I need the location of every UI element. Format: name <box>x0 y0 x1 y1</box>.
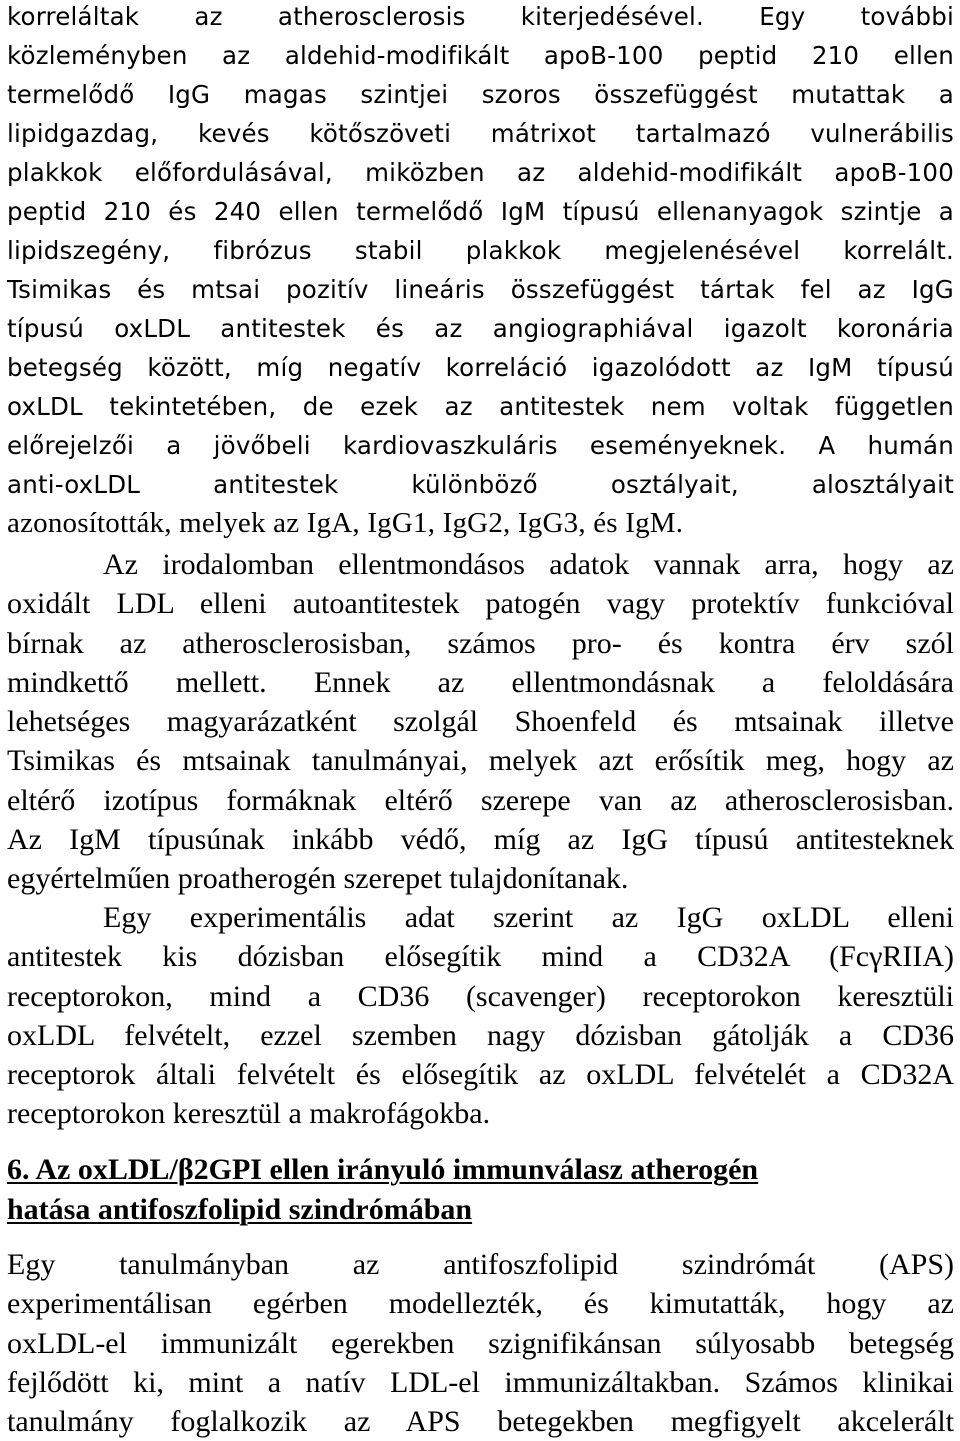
text-line: oxLDL tekintetében, de ezek az antitestek nem voltak független <box>7 392 954 421</box>
text-line: peptid 210 és 240 ellen termelődő IgM típusú ellenanyagok szintje a <box>7 197 954 226</box>
heading-line: 6. Az oxLDL/β2GPI ellen irányuló immunválasz atherogén <box>7 1153 759 1186</box>
text-line: korreláltak az atherosclerosis kiterjedésével. Egy további <box>7 2 954 31</box>
text-line: lehetséges magyarázatként szolgál Shoenfeld és mtsainak illetve <box>7 705 954 739</box>
paragraph-aps-study <box>7 1245 954 1441</box>
text-line: experimentálisan egérben modellezték, és kimutatták, hogy az <box>7 1287 954 1321</box>
text-line: Az irodalomban ellentmondásos adatok vannak arra, hogy az <box>103 548 954 581</box>
text-line: eltérő izotípus formáknak eltérő szerepe van az atherosclerosisban. <box>7 783 954 817</box>
text-line: Egy tanulmányban az antifoszfolipid szindrómát (APS) <box>7 1248 954 1281</box>
text-line: anti-oxLDL antitestek különböző osztályait, alosztályait <box>7 470 954 499</box>
text-line: lipidgazdag, kevés kötőszöveti mátrixot tartalmazó vulnerábilis <box>7 119 954 148</box>
text-line: fejlődött ki, mint a natív LDL-el immunizáltakban. Számos klinikai <box>7 1365 954 1399</box>
paragraph-literature-contradictions <box>7 545 954 899</box>
text-line: oxLDL felvételt, ezzel szemben nagy dózisban gátolják a CD36 <box>7 1018 954 1052</box>
section-heading <box>7 1150 954 1229</box>
text-line: lipidszegény, fibrózus stabil plakkok megjelenésével korrelált. <box>7 236 954 265</box>
text-line: oxidált LDL elleni autoantitestek patogén vagy protektív funkcióval <box>7 587 954 621</box>
text-line: Tsimikas és mtsainak tanulmányai, melyek azt erősítik meg, hogy az <box>7 744 954 778</box>
text-line: termelődő IgG magas szintjei szoros összefüggést mutattak a <box>7 80 954 109</box>
paragraph-antibody-correlations <box>7 0 954 543</box>
text-line: Az IgM típusúnak inkább védő, míg az IgG típusú antitesteknek <box>7 823 954 857</box>
text-line: mindkettő mellett. Ennek az ellentmondásnak a feloldására <box>7 665 954 699</box>
paragraph-experimental-data <box>7 898 954 1134</box>
text-line: előrejelzői a jövőbeli kardiovaszkuláris eseményeknek. A humán <box>7 431 954 460</box>
text-line: receptorok általi felvételt és elősegítik az oxLDL felvételét a CD32A <box>7 1058 954 1092</box>
text-line: receptorokon keresztül a makrofágokba. <box>7 1097 491 1131</box>
text-line: típusú oxLDL antitestek és az angiographiával igazolt koronária <box>7 314 954 343</box>
heading-line: hatása antifoszfolipid szindrómában <box>7 1192 473 1226</box>
text-line: bírnak az atherosclerosisban, számos pro- és kontra érv szól <box>7 626 954 660</box>
text-line: receptorokon, mind a CD36 (scavenger) receptorokon keresztüli <box>7 979 954 1013</box>
text-line: Tsimikas és mtsai pozitív lineáris összefüggést tártak fel az IgG <box>7 275 954 304</box>
text-line: plakkok előfordulásával, miközben az aldehid-modifikált apoB-100 <box>7 158 954 187</box>
text-line: közleményben az aldehid-modifikált apoB-100 peptid 210 ellen <box>7 41 954 70</box>
text-line: oxLDL-el immunizált egerekben szignifikánsan súlyosabb betegség <box>7 1326 954 1360</box>
text-line: tanulmány foglalkozik az APS betegekben megfigyelt akcelerált <box>7 1405 954 1439</box>
text-line: azonosították, melyek az IgA, IgG1, IgG2, IgG3, és IgM. <box>7 507 684 539</box>
text-line: antitestek kis dózisban elősegítik mind a CD32A (FcγRIIA) <box>7 940 954 974</box>
text-line: betegség között, míg negatív korreláció igazolódott az IgM típusú <box>7 353 954 382</box>
text-line: Egy experimentális adat szerint az IgG oxLDL elleni <box>103 901 954 934</box>
text-line: egyértelműen proatherogén szerepet tulajdonítanak. <box>7 862 629 896</box>
